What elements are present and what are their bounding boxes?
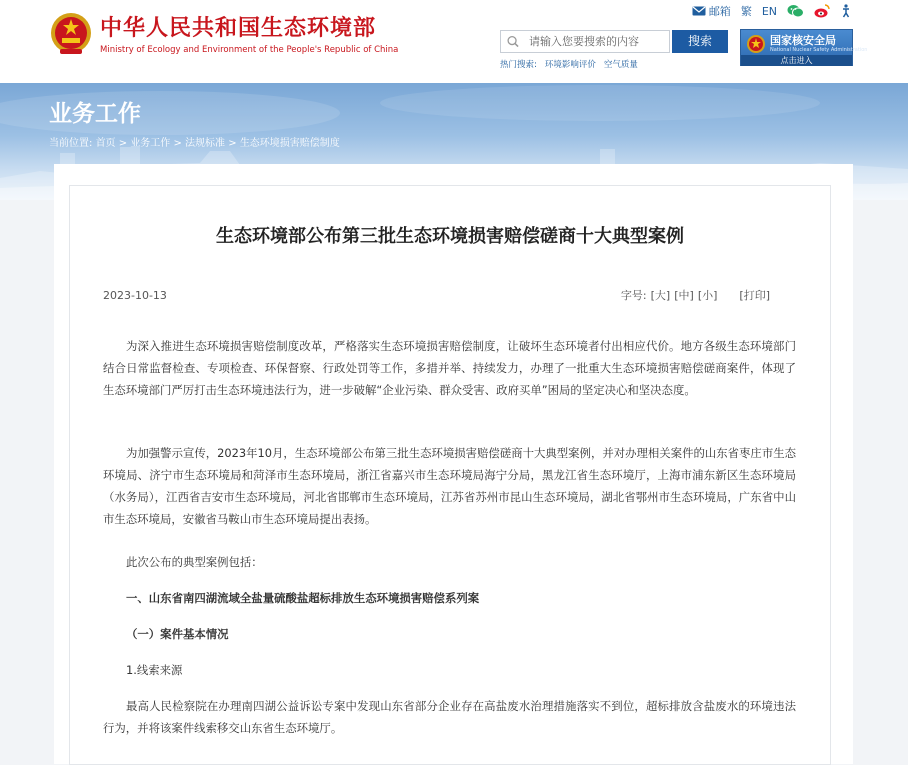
search-box — [500, 30, 670, 53]
breadcrumb — [49, 137, 340, 151]
nnsa-emblem-icon — [746, 34, 766, 54]
weibo-link[interactable] — [814, 4, 830, 18]
top-links — [682, 3, 852, 19]
accessibility-link[interactable] — [840, 4, 852, 18]
hot-search-term[interactable]: 环境影响评价 — [544, 60, 596, 70]
traditional-label: 繁 — [740, 5, 752, 18]
breadcrumb-home[interactable]: 首页 — [95, 138, 116, 149]
wechat-link[interactable] — [787, 4, 804, 18]
article-heading: 一、山东省南四湖流域全盐量硫酸盐超标排放生态环境损害赔偿系列案 — [126, 591, 480, 605]
breadcrumb-separator: > — [225, 138, 240, 149]
search-input[interactable] — [527, 34, 669, 49]
breadcrumb-business[interactable]: 业务工作 — [130, 138, 171, 149]
mail-link[interactable] — [692, 3, 731, 19]
section-title: 业务工作 — [49, 101, 141, 127]
english-link[interactable] — [762, 5, 777, 18]
traditional-chinese-link[interactable] — [741, 3, 752, 19]
article-paragraph: 1.线索来源 — [126, 663, 183, 677]
national-emblem-icon[interactable] — [50, 12, 92, 56]
font-size-small[interactable]: [小] — [697, 289, 718, 302]
breadcrumb-regulations[interactable]: 法规标准 — [185, 138, 226, 149]
weibo-icon — [814, 4, 830, 18]
site-header — [0, 0, 908, 83]
print-button[interactable]: [打印] — [739, 289, 770, 302]
nnsa-enter-label: 点击进入 — [741, 55, 852, 66]
breadcrumb-current[interactable]: 生态环境损害赔偿制度 — [239, 138, 340, 149]
mail-icon — [692, 6, 706, 16]
article-paragraph: 此次公布的典型案例包括： — [126, 555, 263, 569]
article-date: 2023-10-13 — [103, 289, 167, 302]
mail-label: 邮箱 — [708, 5, 731, 18]
search-icon — [507, 35, 519, 48]
nnsa-name: 国家核安全局 — [770, 34, 836, 47]
site-name[interactable]: 中华人民共和国生态环境部 — [100, 16, 377, 41]
hot-search-label: 热门搜索: — [500, 60, 537, 70]
hot-search-term[interactable]: 空气质量 — [603, 60, 638, 70]
hot-searches — [500, 60, 646, 71]
nnsa-name-english: National Nuclear Safety Administration — [770, 47, 868, 53]
accessibility-icon — [840, 4, 852, 18]
search-button[interactable]: 搜索 — [672, 30, 728, 53]
breadcrumb-separator: > — [170, 138, 186, 149]
article-paragraph: 最高人民检察院在办理南四湖公益诉讼专案中发现山东省部分企业存在高盐废水治理措施落实不到位，超标排放含盐废水的环境违法行为，并将该案件线索移交山东省生态环境厅。 — [103, 699, 796, 735]
article-title: 生态环境部公布第三批生态环境损害赔偿磋商十大典型案例 — [216, 226, 684, 247]
nnsa-entry-banner[interactable] — [740, 29, 868, 66]
font-size-medium[interactable]: [中] — [674, 289, 694, 302]
site-name-english: Ministry of Ecology and Environment of the People's Republic of China — [100, 45, 399, 55]
article-paragraph: 为加强警示宣传，2023年10月，生态环境部公布第三批生态环境损害赔偿磋商十大典型案例，并对办理相关案件的山东省枣庄市生态环境局、济宁市生态环境局和菏泽市生态环境局，浙江省嘉兴市生态环境局海宁分局，黑龙江省生态环境厅，上海市浦东新区生态环境局（水务局），江西省吉安市生态环境局，河北省邯郸市生态环境局，江苏省苏州市昆山生态环境局，湖北省鄂州市生态环境局，广东省中山市生态环境局，安徽省马鞍山市生态环境局提出表扬。 — [103, 446, 796, 526]
wechat-icon — [787, 4, 804, 18]
article-paragraph: 为深入推进生态环境损害赔偿制度改革，严格落实生态环境损害赔偿制度，让破坏生态环境者付出相应代价。地方各级生态环境部门结合日常监督检查、专项检查、环保督察、行政处罚等工作，多措并举、持续发力，办理了一批重大生态环境损害赔偿磋商案件，体现了生态环境部门严厉打击生态环境违法行为，进一步破解“企业污染、群众受害、政府买单”困局的坚定决心和坚决态度。 — [103, 339, 796, 397]
english-label: EN — [761, 4, 777, 18]
breadcrumb-separator: > — [115, 138, 131, 149]
font-size-label: 字号: — [620, 289, 647, 302]
breadcrumb-label: 当前位置: — [49, 138, 93, 149]
article-subheading: （一）案件基本情况 — [126, 627, 229, 641]
article-tools — [621, 290, 770, 302]
font-size-large[interactable]: [大] — [650, 289, 671, 302]
